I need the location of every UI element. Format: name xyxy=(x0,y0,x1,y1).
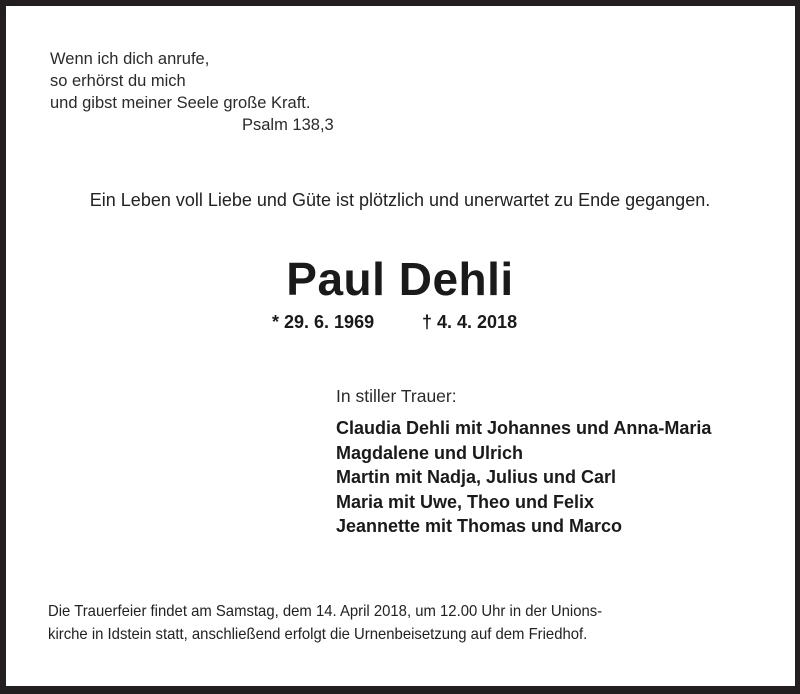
funeral-service-info xyxy=(48,600,602,646)
mourner-line: Jeannette mit Thomas und Marco xyxy=(336,516,623,536)
verse-reference: Psalm 138,3 xyxy=(242,116,334,134)
service-line: kirche in Idstein statt, anschließend erfolgt die Urnenbeisetzung auf dem Friedhof. xyxy=(48,626,588,643)
mourners-label: In stiller Trauer: xyxy=(336,386,457,406)
death-date: † 4. 4. 2018 xyxy=(422,312,518,332)
service-line: Die Trauerfeier findet am Samstag, dem 14. April 2018, um 12.00 Uhr in der Unions- xyxy=(48,603,603,620)
intro-text: Ein Leben voll Liebe und Güte ist plötzlich und unerwartet zu Ende gegangen. xyxy=(89,190,711,210)
mourners-list xyxy=(336,416,711,539)
verse-line: Wenn ich dich anrufe, xyxy=(50,50,210,68)
birth-date: * 29. 6. 1969 xyxy=(272,312,375,332)
bible-verse xyxy=(50,48,334,134)
mourner-line: Martin mit Nadja, Julius und Carl xyxy=(336,467,617,487)
life-dates xyxy=(272,312,518,333)
deceased-name: Paul Dehli xyxy=(286,253,514,305)
verse-line: so erhörst du mich xyxy=(50,72,186,90)
verse-line: und gibst meiner Seele große Kraft. xyxy=(50,94,311,112)
mourner-line: Maria mit Uwe, Theo und Felix xyxy=(336,491,595,512)
mourner-line: Claudia Dehli mit Johannes und Anna-Maria xyxy=(336,418,712,438)
mourner-line: Magdalene und Ulrich xyxy=(336,442,524,463)
